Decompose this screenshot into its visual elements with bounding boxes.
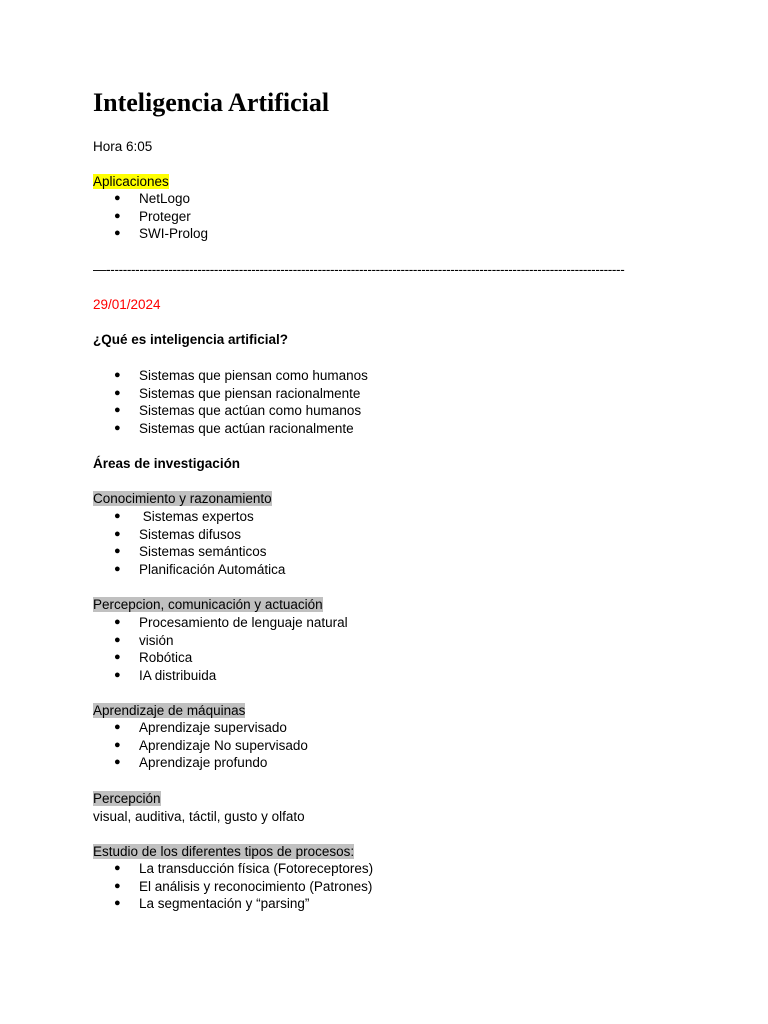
conocimiento-heading-label: Conocimiento y razonamiento: [93, 491, 272, 506]
list-item: ● Aprendizaje profundo: [114, 755, 268, 770]
percepcion-heading-label: Percepción: [93, 791, 161, 806]
bullet-icon: ●: [114, 545, 121, 557]
bullet-icon: ●: [114, 562, 121, 575]
list-item: ● Sistemas expertos: [114, 509, 254, 524]
estudio-heading: [93, 843, 354, 860]
areas-heading: Áreas de investigación: [93, 456, 241, 471]
list-item: ● La transducción física (Fotoreceptores): [114, 861, 374, 876]
aprendizaje-list: [93, 719, 308, 772]
list-item: ● Aprendizaje supervisado: [114, 720, 287, 735]
list-item: ● Aprendizaje No supervisado: [114, 737, 308, 753]
bullet-icon: ●: [114, 879, 121, 892]
bullet-icon: ●: [114, 721, 121, 733]
document-title: Inteligencia Artificial: [93, 88, 330, 117]
aprendizaje-heading: [93, 702, 245, 719]
bullet-icon: ●: [114, 209, 121, 222]
bullet-icon: ●: [114, 527, 121, 540]
list-item: ● IA distribuida: [114, 667, 217, 683]
list-item: ● La segmentación y “parsing”: [114, 896, 310, 911]
conocimiento-heading: [93, 490, 272, 507]
question-heading: ¿Qué es inteligencia artificial?: [93, 332, 289, 347]
aplicaciones-heading: [93, 173, 169, 190]
bullet-icon: ●: [114, 192, 121, 204]
bullet-icon: ●: [114, 862, 121, 874]
question-list: [93, 367, 368, 437]
list-item: ● Sistemas que actúan como humanos: [114, 403, 362, 418]
aprendizaje-heading-label: Aprendizaje de máquinas: [93, 703, 246, 718]
bullet-icon: ●: [114, 386, 121, 399]
bullet-icon: ●: [114, 738, 121, 751]
estudio-list: [93, 860, 373, 913]
bullet-icon: ●: [114, 421, 121, 434]
percepcion-com-list: [93, 614, 348, 684]
bullet-icon: ●: [114, 227, 121, 239]
list-item: ● SWI-Prolog: [114, 226, 209, 241]
list-item: ● Sistemas que actúan racionalmente: [114, 420, 354, 436]
list-item: ● visión: [114, 632, 174, 648]
percepcion-heading: [93, 790, 161, 807]
bullet-icon: ●: [114, 633, 121, 646]
list-item: ● NetLogo: [114, 191, 191, 206]
list-item: ● Planificación Automática: [114, 561, 286, 577]
list-item: ● El análisis y reconocimiento (Patrones): [114, 878, 373, 894]
bullet-icon: ●: [114, 616, 121, 628]
percepcion-com-heading: [93, 596, 323, 613]
aplicaciones-heading-label: Aplicaciones: [93, 174, 169, 189]
list-item: ● Sistemas semánticos: [114, 544, 267, 559]
list-item: ● Procesamiento de lenguaje natural: [114, 615, 348, 630]
list-item: ● Robótica: [114, 650, 193, 665]
bullet-icon: ●: [114, 897, 121, 909]
separator-line: —-----------------------------------------------------------------------------------------------------------------------------: [93, 262, 625, 277]
date-text: 29/01/2024: [93, 297, 161, 312]
bullet-icon: ●: [114, 668, 121, 681]
bullet-icon: ●: [114, 369, 121, 381]
bullet-icon: ●: [114, 404, 121, 416]
aplicaciones-list: [93, 190, 208, 243]
bullet-icon: ●: [114, 756, 121, 768]
list-item: ● Proteger: [114, 208, 191, 224]
hora-text: Hora 6:05: [93, 139, 153, 154]
bullet-icon: ●: [114, 510, 121, 522]
estudio-heading-label: Estudio de los diferentes tipos de procesos:: [93, 844, 355, 859]
conocimiento-list: [93, 508, 285, 578]
percepcion-com-heading-label: Percepcion, comunicación y actuación: [93, 597, 323, 612]
list-item: ● Sistemas difusos: [114, 526, 242, 542]
bullet-icon: ●: [114, 651, 121, 663]
list-item: ● Sistemas que piensan como humanos: [114, 368, 368, 383]
percepcion-text: visual, auditiva, táctil, gusto y olfato: [93, 809, 305, 824]
list-item: ● Sistemas que piensan racionalmente: [114, 385, 361, 401]
